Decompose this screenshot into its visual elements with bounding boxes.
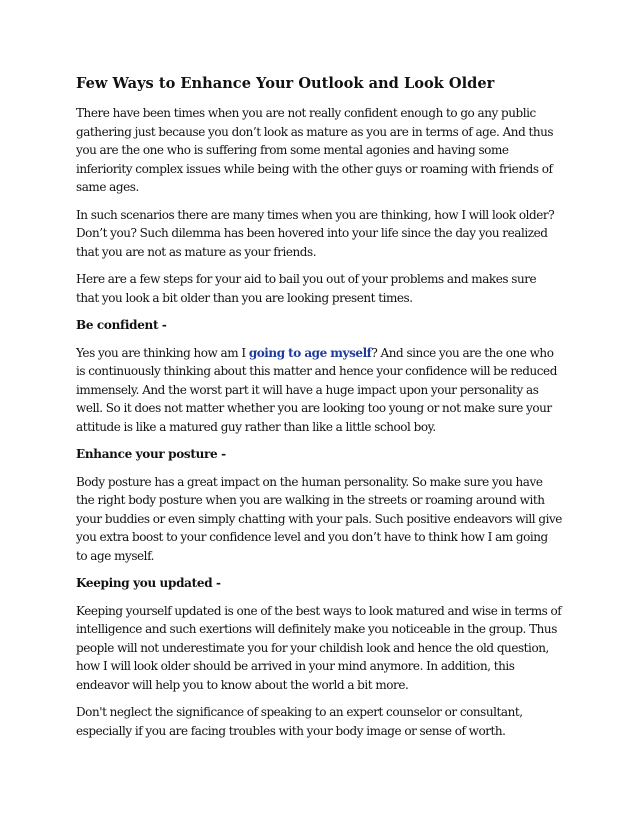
document-page bbox=[76, 74, 562, 749]
be-confident-text-start: Yes you are thinking how am I bbox=[76, 345, 249, 360]
section-heading-updated: Keeping you updated - bbox=[76, 576, 221, 590]
document-title: Few Ways to Enhance Your Outlook and Look Older bbox=[76, 75, 495, 92]
section-heading-be-confident: Be confident - bbox=[76, 318, 167, 332]
going-to-age-myself-link[interactable]: going to age myself bbox=[248, 345, 372, 360]
counselor-paragraph: Don't neglect the significance of speaking to an expert counselor or consultant, especially if you are facing troubles with your body image or sense of worth. bbox=[76, 705, 523, 738]
be-confident-paragraph bbox=[76, 344, 562, 437]
be-confident-text-end: ? And since you are the one who is continuously thinking about this matter and hence your confidence will be reduced immensely. And the worst part it will have a huge impact upon your personality as well. So it does not matter whether you are looking too young or not make sure your attitude is like a matured guy rather than like a little school boy. bbox=[76, 345, 557, 434]
steps-intro-paragraph: Here are a few steps for your aid to bail you out of your problems and makes sure that you look a bit older than you are looking present times. bbox=[76, 272, 537, 305]
intro-paragraph: There have been times when you are not really confident enough to go any public gathering just because you don’t look as mature as you are in terms of age. And thus you are the one who is suffering from some mental agonies and having some inferiority complex issues while being with the other guys or roaming with friends of same ages. bbox=[76, 106, 554, 194]
scenario-paragraph: In such scenarios there are many times when you are thinking, how I will look older? Don’t you? Such dilemma has been hovered into your life since the day you realized that you are not as mature as your friends. bbox=[76, 207, 555, 259]
updated-paragraph: Keeping yourself updated is one of the best ways to look matured and wise in terms of intelligence and such exertions will definitely make you noticeable in the group. Thus people will not underestimate you for your childish look and hence the old question, how I will look older should be arrived in your mind anymore. In addition, this endeavor will help you to know about the world a bit more. bbox=[76, 603, 562, 692]
posture-paragraph: Body posture has a great impact on the human personality. So make sure you have the right body posture when you are walking in the streets or roaming around with your buddies or even simply chatting with your pals. Such positive endeavors will give you extra boost to your confidence level and you don’t have to think how I am going to age myself. bbox=[76, 474, 562, 563]
section-heading-posture: Enhance your posture - bbox=[76, 447, 226, 461]
